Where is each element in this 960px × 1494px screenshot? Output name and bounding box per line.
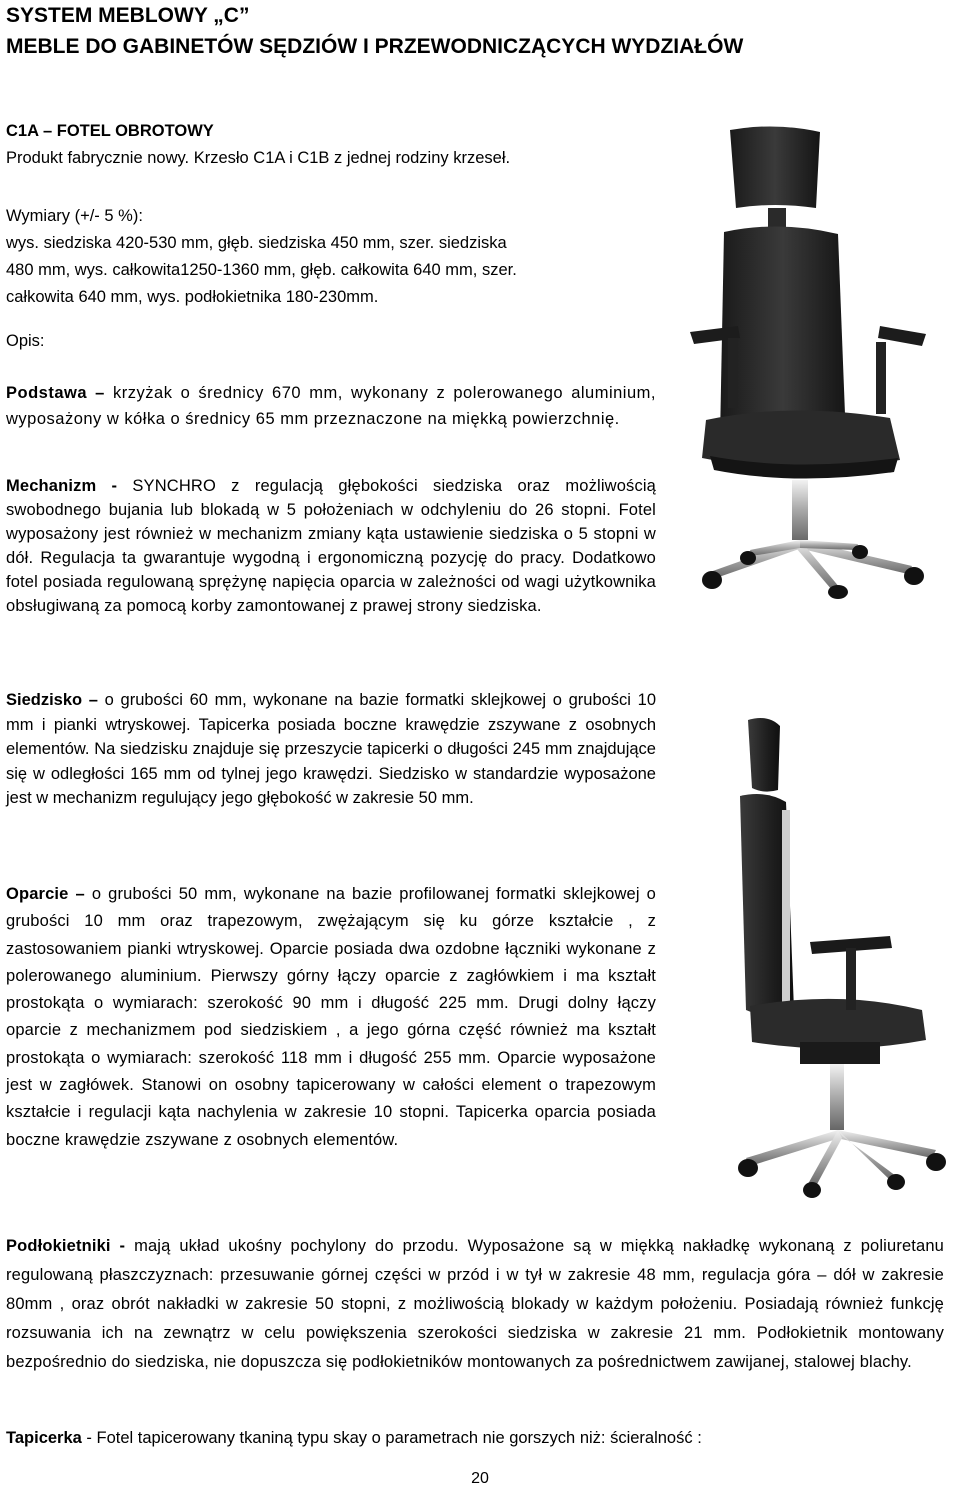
dimensions-line: 480 mm, wys. całkowita1250-1360 mm, głęb. całkowita 640 mm, szer. [6,261,517,279]
siedzisko-text: o grubości 60 mm, wykonane na bazie formatki sklejkowej o grubości 10 mm i pianki wtryskowej. Tapicerka posiada boczne krawędzie zszywane z osobnych elementów. Na siedzisku znajduje się przeszycie tapicerki o długości 245 mm znajdujące się w odległości 165 mm od tylnej jego krawędzi. Siedzisko w standardzie wyposażone jest w mechanizm regulujący jego głębokość w zakresie 50 mm. [6,691,657,807]
podstawa-paragraph [6,380,656,432]
siedzisko-label: Siedzisko – [6,691,98,709]
tapicerka-label: Tapicerka [6,1429,82,1447]
product-title: C1A – FOTEL OBROTOWY [6,122,214,140]
mechanizm-paragraph [6,474,656,618]
podlokietniki-paragraph [6,1232,944,1377]
tapicerka-paragraph [6,1424,944,1453]
tapicerka-text: - Fotel tapicerowany tkaniną typu skay o parametrach nie gorszych niż: ścieralność : [81,1429,702,1447]
oparcie-text: o grubości 50 mm, wykonane na bazie profilowanej formatki sklejkowej o grubości 10 mm oraz trapezowym, zwężającym się ku górze kształcie , z zastosowaniem pianki wtryskowej. Oparcie posiada dwa ozdobne łączniki wykonane z polerowanego aluminium. Pierwszy górny łączy oparcie z zagłówkiem i ma kształt prostokąta o wymiarach: szerokość 90 mm i długość 225 mm. Drugi dolny łączy oparcie z mechanizmem pod siedziskiem , a jego górna część również ma kształt prostokąta o wymiarach: szerokość 118 mm i długość 255 mm. Oparcie wyposażone jest w zagłówek. Stanowi on osobny tapicerowany w całości element o trapezowym kształcie i regulacji kąta nachylenia w zakresie 10 stopni. Tapicerka oparcia posiada boczne krawędzie zszywane z osobnych elementów. [6,885,656,1149]
document-title: SYSTEM MEBLOWY „C” [6,4,250,27]
siedzisko-paragraph [6,688,656,811]
podstawa-text: krzyżak o średnicy 670 mm, wykonany z polerowanego aluminium, wyposażony w kółka o średnicy 65 mm przeznaczone na miękką powierzchnię. [6,384,656,428]
podlokietniki-text: mają układ ukośny pochylony do przodu. Wyposażone są w miękką nakładkę wykonaną z poliuretanu regulowaną płaszczyznach: przesuwanie górnej części w przód i w tył w zakresie 48 mm, regulacja góra – dół w zakresie 80mm , oraz obrót nakładki w zakresie 50 stopni, z możliwością blokady w każdym położeniu. Posiadają również funkcję rozsuwania ich na zewnątrz w celu powiększenia szerokości siedziska w zakresie 21 mm. Podłokietnik montowany bezpośrednio do siedziska, nie dopuszcza się podłokietników montowanych za pośrednictwem zawijanej, stalowej blachy. [6,1237,945,1371]
office-chair-front-image [680,120,950,600]
product-subtitle: Produkt fabrycznie nowy. Krzesło C1A i C1B z jednej rodziny krzeseł. [6,149,511,167]
office-chair-side-image [690,710,950,1200]
mechanizm-text: SYNCHRO z regulacją głębokości siedziska oraz możliwością swobodnego bujania lub blokadą w 5 położeniach w odchyleniu do 26 stopni. Fotel wyposażony jest również w mechanizm zmiany kąta ustawienie siedziska o 5 stopni w dół. Regulacja ta gwarantuje wygodną i ergonomiczną pozycję do pracy. Dodatkowo fotel posiada regulowaną sprężynę napięcia oparcia w zależności od wagi użytkownika obsługiwaną za pomocą korby zamontowanej z prawej strony siedziska. [6,477,656,615]
podlokietniki-label: Podłokietniki - [6,1237,126,1255]
dimensions-heading: Wymiary (+/- 5 %): [6,207,143,225]
document-subtitle: MEBLE DO GABINETÓW SĘDZIÓW I PRZEWODNICZĄCYCH WYDZIAŁÓW [6,35,744,58]
dimensions-line: wys. siedziska 420-530 mm, głęb. siedziska 450 mm, szer. siedziska [6,234,507,252]
mechanizm-label: Mechanizm - [6,477,118,495]
oparcie-label: Oparcie – [6,885,85,903]
oparcie-paragraph [6,881,656,1154]
description-heading: Opis: [6,332,45,350]
podstawa-label: Podstawa – [6,384,105,402]
dimensions-line: całkowita 640 mm, wys. podłokietnika 180-230mm. [6,288,379,306]
page-number: 20 [471,1470,489,1487]
